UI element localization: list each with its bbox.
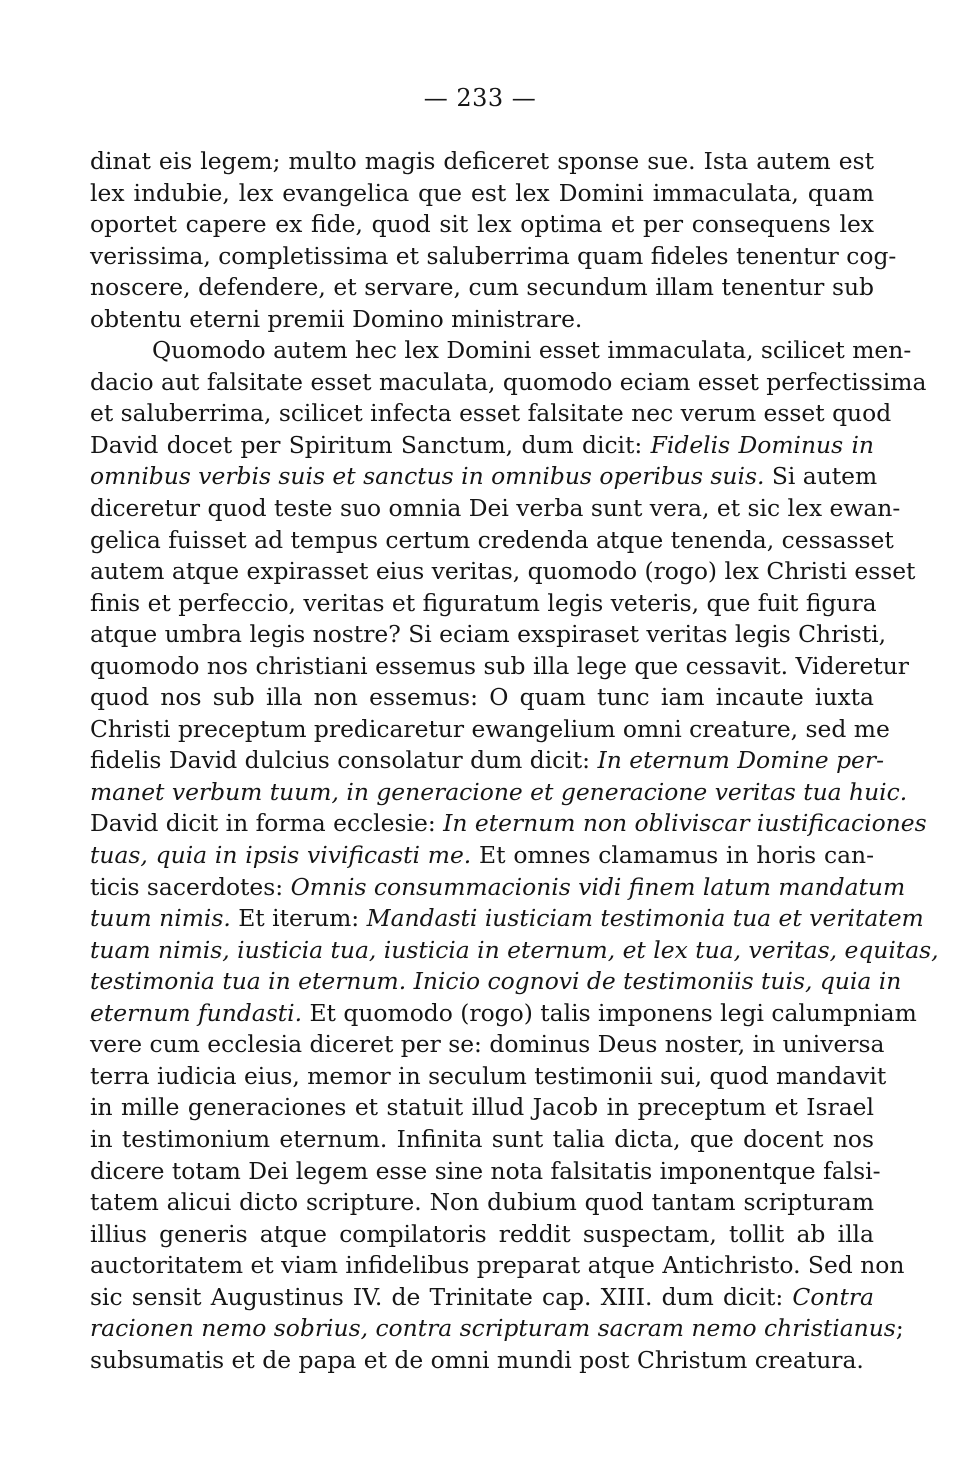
text-segment: Et iterum: <box>238 904 360 933</box>
text-line <box>90 1029 885 1061</box>
text-line <box>90 1124 874 1156</box>
text-line <box>90 777 908 809</box>
text-line <box>90 272 874 304</box>
italic-quotation: tuas, quia in ipsis vivificasti me. <box>90 841 472 870</box>
text-segment: illius generis atque compilatoris reddit suspectam, tollit ab illa <box>90 1219 874 1248</box>
text-segment: Et quomodo (rogo) talis imponens legi calumpniam <box>309 998 917 1027</box>
text-line <box>90 619 887 651</box>
text-segment: David dicit in forma ecclesie: <box>90 809 436 838</box>
text-segment: Quomodo autem hec lex Domini esset immaculata, scilicet men- <box>152 336 912 365</box>
text-segment: Si autem <box>771 462 878 491</box>
italic-quotation: Omnis consummacionis vidi finem latum mandatum <box>290 872 906 901</box>
text-segment: atque umbra legis nostre? Si eciam exspiraset veritas legis Christi, <box>90 620 887 649</box>
text-segment: auctoritatem et viam infidelibus preparat atque Antichristo. Sed non <box>90 1251 905 1280</box>
text-segment: et saluberrima, scilicet infecta esset falsitate nec verum esset quod <box>90 399 892 428</box>
text-segment: sic sensit Augustinus IV. de Trinitate cap. XIII. dum dicit: <box>90 1282 784 1311</box>
text-segment: dacio aut falsitate esset maculata, quomodo eciam esset perfectissima <box>90 367 927 396</box>
text-line <box>90 903 924 935</box>
text-segment: David docet per Spiritum Sanctum, dum dicit: <box>90 430 643 459</box>
text-line <box>90 1187 874 1219</box>
text-line <box>90 1061 887 1093</box>
text-line <box>90 525 894 557</box>
text-line <box>90 1092 874 1124</box>
text-line <box>90 588 877 620</box>
text-segment: Et omnes clamamus in horis can- <box>479 841 874 870</box>
text-line <box>90 1250 905 1282</box>
body-text <box>90 146 939 1376</box>
italic-quotation: omnibus verbis suis et sanctus in omnibus operibus suis. <box>90 462 765 491</box>
text-segment: tatem alicui dicto scripture. Non dubium quod tantam scripturam <box>90 1188 874 1217</box>
text-segment: in mille generaciones et statuit illud Jacob in preceptum et Israel <box>90 1093 874 1122</box>
text-line <box>90 966 902 998</box>
text-line <box>90 998 917 1030</box>
italic-quotation: racionen nemo sobrius, contra scripturam sacram nemo christianus <box>90 1314 896 1343</box>
text-segment: dicere totam Dei legem esse sine nota falsitatis imponentque falsi- <box>90 1156 881 1185</box>
text-line <box>90 146 874 178</box>
text-segment: fidelis David dulcius consolatur dum dicit: <box>90 746 591 775</box>
text-line <box>90 840 874 872</box>
text-line <box>90 241 897 273</box>
italic-quotation: Contra <box>792 1282 874 1311</box>
text-segment: oportet capere ex fide, quod sit lex optima et per consequens lex <box>90 210 874 239</box>
text-line <box>90 935 939 967</box>
text-segment: quod nos sub illa non essemus: O quam tunc iam incaute iuxta <box>90 683 874 712</box>
text-segment: Christi preceptum predicaretur ewangelium omni creature, sed me <box>90 714 890 743</box>
text-line <box>90 872 906 904</box>
text-line <box>90 304 874 336</box>
text-segment: vere cum ecclesia diceret per se: dominus Deus noster, in universa <box>90 1030 885 1059</box>
text-segment: obtentu eterni premii Domino ministrare. <box>90 304 583 333</box>
text-segment: diceretur quod teste suo omnia Dei verba sunt vera, et sic lex ewan- <box>90 494 901 523</box>
text-segment: ; <box>895 1314 904 1343</box>
italic-quotation: Mandasti iusticiam testimonia tua et veritatem <box>366 904 924 933</box>
text-segment: in testimonium eternum. Infinita sunt talia dicta, que docent nos <box>90 1124 874 1153</box>
text-line <box>90 682 874 714</box>
text-line <box>90 556 916 588</box>
text-line <box>90 178 874 210</box>
text-line <box>90 367 927 399</box>
text-segment: terra iudicia eius, memor in seculum testimonii sui, quod mandavit <box>90 1061 887 1090</box>
text-segment: subsumatis et de papa et de omni mundi post Christum creatura. <box>90 1345 864 1374</box>
text-line <box>90 461 878 493</box>
italic-quotation: Fidelis Dominus in <box>650 430 874 459</box>
italic-quotation: tuum nimis. <box>90 904 231 933</box>
text-segment: finis et perfeccio, veritas et figuratum legis veteris, que fuit figura <box>90 588 877 617</box>
text-segment: gelica fuisset ad tempus certum credenda atque tenenda, cessasset <box>90 525 894 554</box>
text-line <box>90 398 892 430</box>
text-line <box>90 493 901 525</box>
text-line <box>90 1219 874 1251</box>
text-line <box>90 335 912 367</box>
text-line <box>90 745 884 777</box>
italic-quotation: eternum fundasti. <box>90 998 303 1027</box>
text-line <box>90 1156 881 1188</box>
text-segment: dinat eis legem; multo magis deficeret sponse sue. Ista autem est <box>90 147 874 175</box>
text-line <box>90 808 927 840</box>
text-segment: verissima, completissima et saluberrima quam fideles tenentur cog- <box>90 241 897 270</box>
italic-quotation: In eternum non obliviscar iustificaciones <box>443 809 927 838</box>
italic-quotation: In eternum Domine per- <box>597 746 884 775</box>
text-line <box>90 1282 874 1314</box>
text-segment: quomodo nos christiani essemus sub illa lege que cessavit. Videretur <box>90 651 909 680</box>
italic-quotation: tuam nimis, iusticia tua, iusticia in eternum, et lex tua, veritas, equitas, <box>90 935 939 964</box>
text-line <box>90 1313 904 1345</box>
text-segment: autem atque expirasset eius veritas, quomodo (rogo) lex Christi esset <box>90 557 916 586</box>
italic-quotation: manet verbum tuum, in generacione et generacione veritas tua huic. <box>90 777 908 806</box>
text-segment: lex indubie, lex evangelica que est lex Domini immaculata, quam <box>90 178 874 207</box>
text-segment: ticis sacerdotes: <box>90 872 284 901</box>
text-line <box>90 430 874 462</box>
page-number: — 233 — <box>423 84 537 112</box>
text-line <box>90 1345 874 1377</box>
text-segment: noscere, defendere, et servare, cum secundum illam tenentur sub <box>90 273 874 302</box>
text-line <box>90 209 874 241</box>
text-line <box>90 651 909 683</box>
text-line <box>90 714 890 746</box>
italic-quotation: testimonia tua in eternum. Inicio cognovi de testimoniis tuis, quia in <box>90 967 902 996</box>
